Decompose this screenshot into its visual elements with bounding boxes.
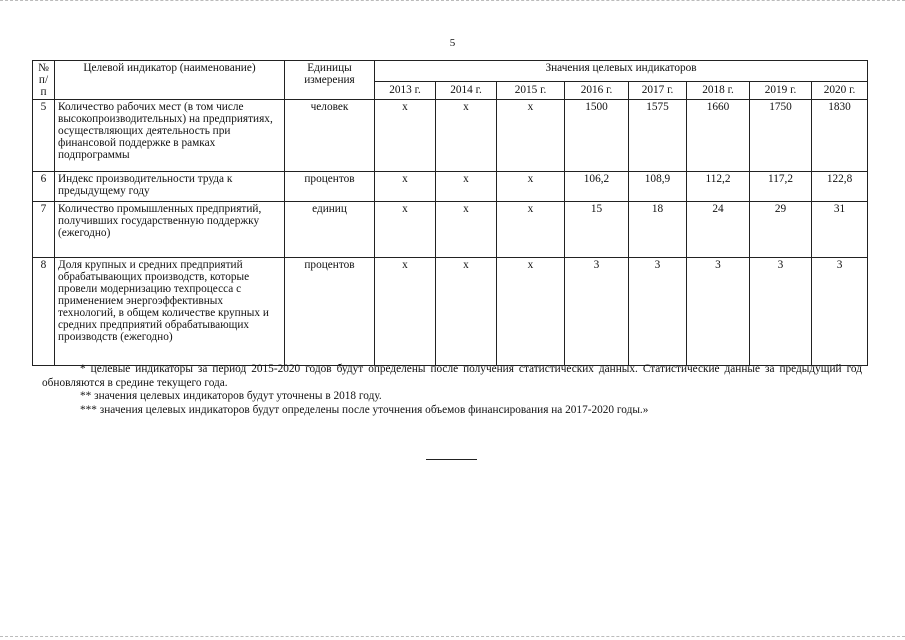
row-name: Количество рабочих мест (в том числе высокопроизводительных) на предприятиях, осуществляющих деятельность при финансовой поддержке в рамках подпрограммы <box>55 100 285 172</box>
row-value: х <box>497 172 565 202</box>
row-unit: человек <box>285 100 375 172</box>
header-year: 2013 г. <box>375 81 436 99</box>
row-value: 3 <box>565 258 629 366</box>
row-unit: процентов <box>285 172 375 202</box>
row-value: х <box>436 258 497 366</box>
row-name: Количество промышленных предприятий, получивших государственную поддержку (ежегодно) <box>55 202 285 258</box>
row-value: 29 <box>750 202 812 258</box>
scan-edge-top <box>0 0 905 3</box>
page-number: 5 <box>449 37 456 49</box>
row-value: х <box>497 100 565 172</box>
row-value: х <box>436 172 497 202</box>
row-value: х <box>375 202 436 258</box>
row-value: х <box>436 100 497 172</box>
row-num: 6 <box>33 172 55 202</box>
indicators-table <box>32 60 868 366</box>
row-unit: единиц <box>285 202 375 258</box>
scan-edge-bottom <box>0 636 905 639</box>
header-year: 2014 г. <box>436 81 497 99</box>
row-value: х <box>375 258 436 366</box>
row-value: 1830 <box>812 100 868 172</box>
row-value: х <box>375 100 436 172</box>
row-value: 108,9 <box>629 172 687 202</box>
footnotes <box>42 363 862 417</box>
row-value: 3 <box>687 258 750 366</box>
row-value: 31 <box>812 202 868 258</box>
row-name: Доля крупных и средних предприятий обрабатывающих производств, которые провели модернизацию техпроцесса с применением энергоэффективных технологий, в общем количестве крупных и средних предприятий обрабатывающих производств (ежегодно) <box>55 258 285 366</box>
table-row <box>33 172 868 202</box>
row-value: 106,2 <box>565 172 629 202</box>
header-year: 2018 г. <box>687 81 750 99</box>
table-row <box>33 100 868 172</box>
header-values-group: Значения целевых индикаторов <box>375 61 868 82</box>
row-value: 3 <box>750 258 812 366</box>
table-header-row <box>33 61 868 82</box>
header-unit: Единицы измерения <box>285 61 375 100</box>
header-name: Целевой индикатор (наименование) <box>55 61 285 100</box>
row-value: 24 <box>687 202 750 258</box>
footnote: *** значения целевых индикаторов будут определены после уточнения объемов финансирования на 2017-2020 годы.» <box>80 403 649 416</box>
footnote: * целевые индикаторы за период 2015-2020 годов будут определены после получения статистических данных. Статистические данные за предыдущий год обновляются в средине текущего года. <box>42 363 862 389</box>
row-value: 1750 <box>750 100 812 172</box>
header-year: 2015 г. <box>497 81 565 99</box>
row-value: 112,2 <box>687 172 750 202</box>
row-value: х <box>375 172 436 202</box>
row-value: х <box>497 202 565 258</box>
row-value: 1500 <box>565 100 629 172</box>
row-num: 5 <box>33 100 55 172</box>
row-value: 15 <box>565 202 629 258</box>
row-value: 18 <box>629 202 687 258</box>
closing-rule <box>426 459 477 460</box>
footnote: ** значения целевых индикаторов будут уточнены в 2018 году. <box>80 390 382 402</box>
row-name: Индекс производительности труда к предыдущему году <box>55 172 285 202</box>
header-year: 2017 г. <box>629 81 687 99</box>
row-value: 1575 <box>629 100 687 172</box>
row-value: 3 <box>629 258 687 366</box>
table-row <box>33 258 868 366</box>
row-value: 117,2 <box>750 172 812 202</box>
row-num: 8 <box>33 258 55 366</box>
header-year: 2019 г. <box>750 81 812 99</box>
header-year: 2016 г. <box>565 81 629 99</box>
table-row <box>33 202 868 258</box>
row-value: 3 <box>812 258 868 366</box>
row-value: х <box>497 258 565 366</box>
row-value: 1660 <box>687 100 750 172</box>
row-num: 7 <box>33 202 55 258</box>
row-value: х <box>436 202 497 258</box>
header-year: 2020 г. <box>812 81 868 99</box>
row-unit: процентов <box>285 258 375 366</box>
header-num: № п/п <box>33 61 55 100</box>
row-value: 122,8 <box>812 172 868 202</box>
